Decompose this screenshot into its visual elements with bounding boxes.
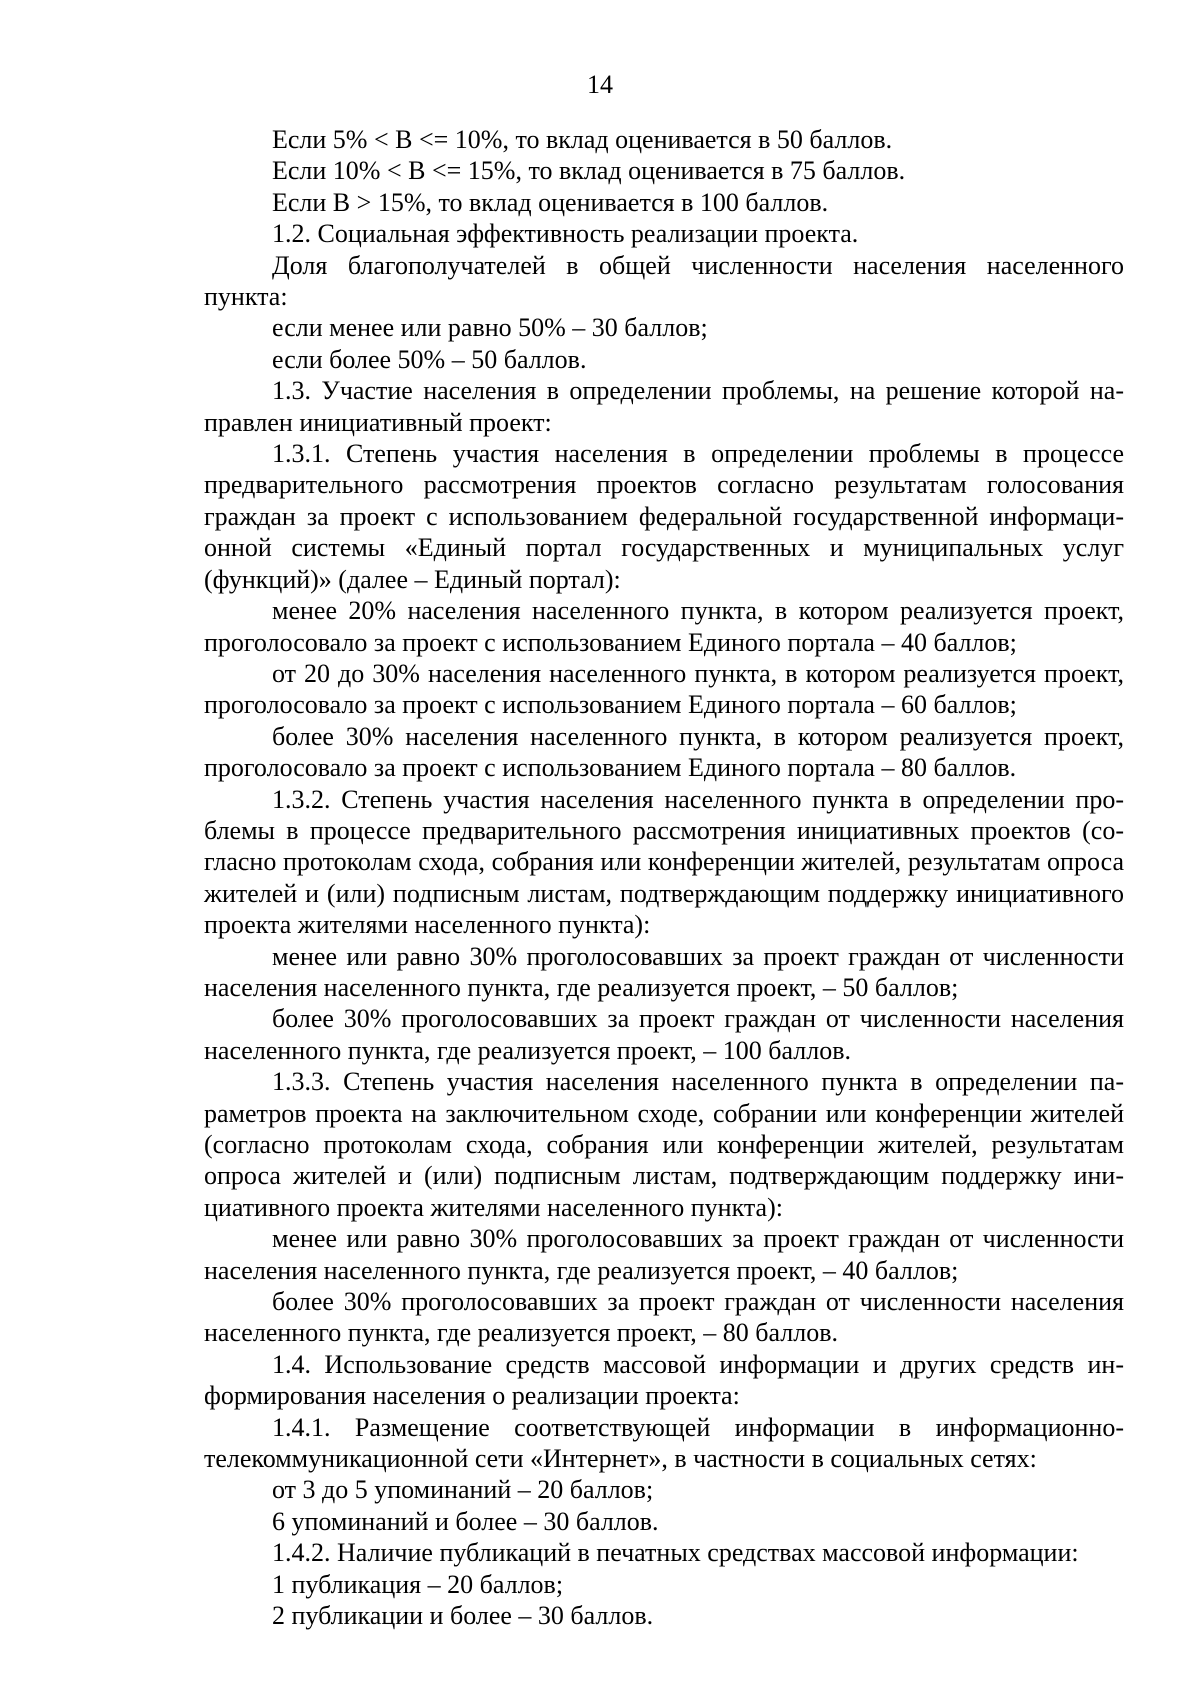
paragraph: Доля благополучателей в общей численности населения населенного пункта: bbox=[204, 250, 1124, 312]
criteria-item: более 30% населения населенного пункта, в котором реализуется проект, проголосовало за проект с использованием Единого портала – 80 баллов. bbox=[204, 721, 1124, 783]
criteria-item: более 30% проголосовавших за проект граждан от численности населения населенного пункта, где реализуется проект, – 100 баллов. bbox=[204, 1004, 1124, 1065]
subsection-heading: 1.3.1. Степень участия населения в определении проблемы в процессе предварительного рассмотрения проектов согласно результатам голосования граждан за проект с использованием федеральной государственной информационной системы «Единый портал государственных и муниципальных услуг (функций)» (далее – Единый портал): bbox=[204, 439, 1124, 594]
criteria-item: 2 публикации и более – 30 баллов. bbox=[272, 1601, 654, 1631]
subsection-heading: 1.3.2. Степень участия населения населенного пункта в определении проблемы в процессе предварительного рассмотрения инициативных проектов (согласно протоколам схода, собрания или конференции жителей, результатам опроса жителей и (или) подписным листам, подтверждающим поддержку инициативного проекта жителями населенного пункта): bbox=[204, 784, 1124, 940]
criteria-item: менее или равно 30% проголосовавших за проект граждан от численности населения населенного пункта, где реализуется проект, – 40 баллов; bbox=[204, 1224, 1124, 1285]
criteria-item: от 3 до 5 упоминаний – 20 баллов; bbox=[272, 1475, 654, 1505]
criteria-item: 6 упоминаний и более – 30 баллов. bbox=[272, 1506, 659, 1536]
criteria-item: от 20 до 30% населения населенного пункта, в котором реализуется проект, проголосовало за проект с использованием Единого портала – 60 баллов; bbox=[204, 658, 1124, 720]
criteria-item: менее 20% населения населенного пункта, в котором реализуется проект, проголосовало за проект с использованием Единого портала – 40 баллов; bbox=[204, 596, 1124, 657]
criteria-item: если менее или равно 50% – 30 баллов; bbox=[272, 313, 708, 343]
paragraph: Если 10% < В <= 15%, то вклад оценивается в 75 баллов. bbox=[272, 156, 906, 186]
criteria-item: менее или равно 30% проголосовавших за проект граждан от численности населения населенного пункта, где реализуется проект, – 50 баллов; bbox=[204, 941, 1124, 1002]
subsection-heading: 1.4.2. Наличие публикаций в печатных средствах массовой информации: bbox=[272, 1538, 1079, 1568]
document-body bbox=[204, 124, 1124, 1632]
criteria-item: более 30% проголосовавших за проект граждан от численности населения населенного пункта, где реализуется проект, – 80 баллов. bbox=[204, 1287, 1124, 1348]
subsection-heading: 1.4.1. Размещение соответствующей информации в информационно-телекоммуникационной сети «Интернет», в частности в социальных сетях: bbox=[204, 1412, 1124, 1474]
criteria-item: если более 50% – 50 баллов. bbox=[272, 344, 587, 374]
paragraph: Если 5% < В <= 10%, то вклад оценивается в 50 баллов. bbox=[272, 125, 893, 154]
page-number: 14 bbox=[587, 70, 613, 99]
criteria-item: 1 публикация – 20 баллов; bbox=[272, 1569, 564, 1599]
section-heading: 1.2. Социальная эффективность реализации проекта. bbox=[272, 219, 859, 249]
subsection-heading: 1.3.3. Степень участия населения населенного пункта в определении параметров проекта на заключительном сходе, собрании или конференции жителей (согласно протоколам схода, собрания или конференции жителей, результатам опроса жителей и (или) подписным листам, подтверждающим поддержку инициативного проекта жителями населенного пункта): bbox=[204, 1067, 1124, 1222]
section-heading: 1.4. Использование средств массовой информации и других средств информирования населения о реализации проекта: bbox=[204, 1349, 1124, 1411]
paragraph: Если В > 15%, то вклад оценивается в 100 баллов. bbox=[272, 187, 829, 217]
section-heading: 1.3. Участие населения в определении проблемы, на решение которой направлен инициативный проект: bbox=[204, 376, 1124, 437]
